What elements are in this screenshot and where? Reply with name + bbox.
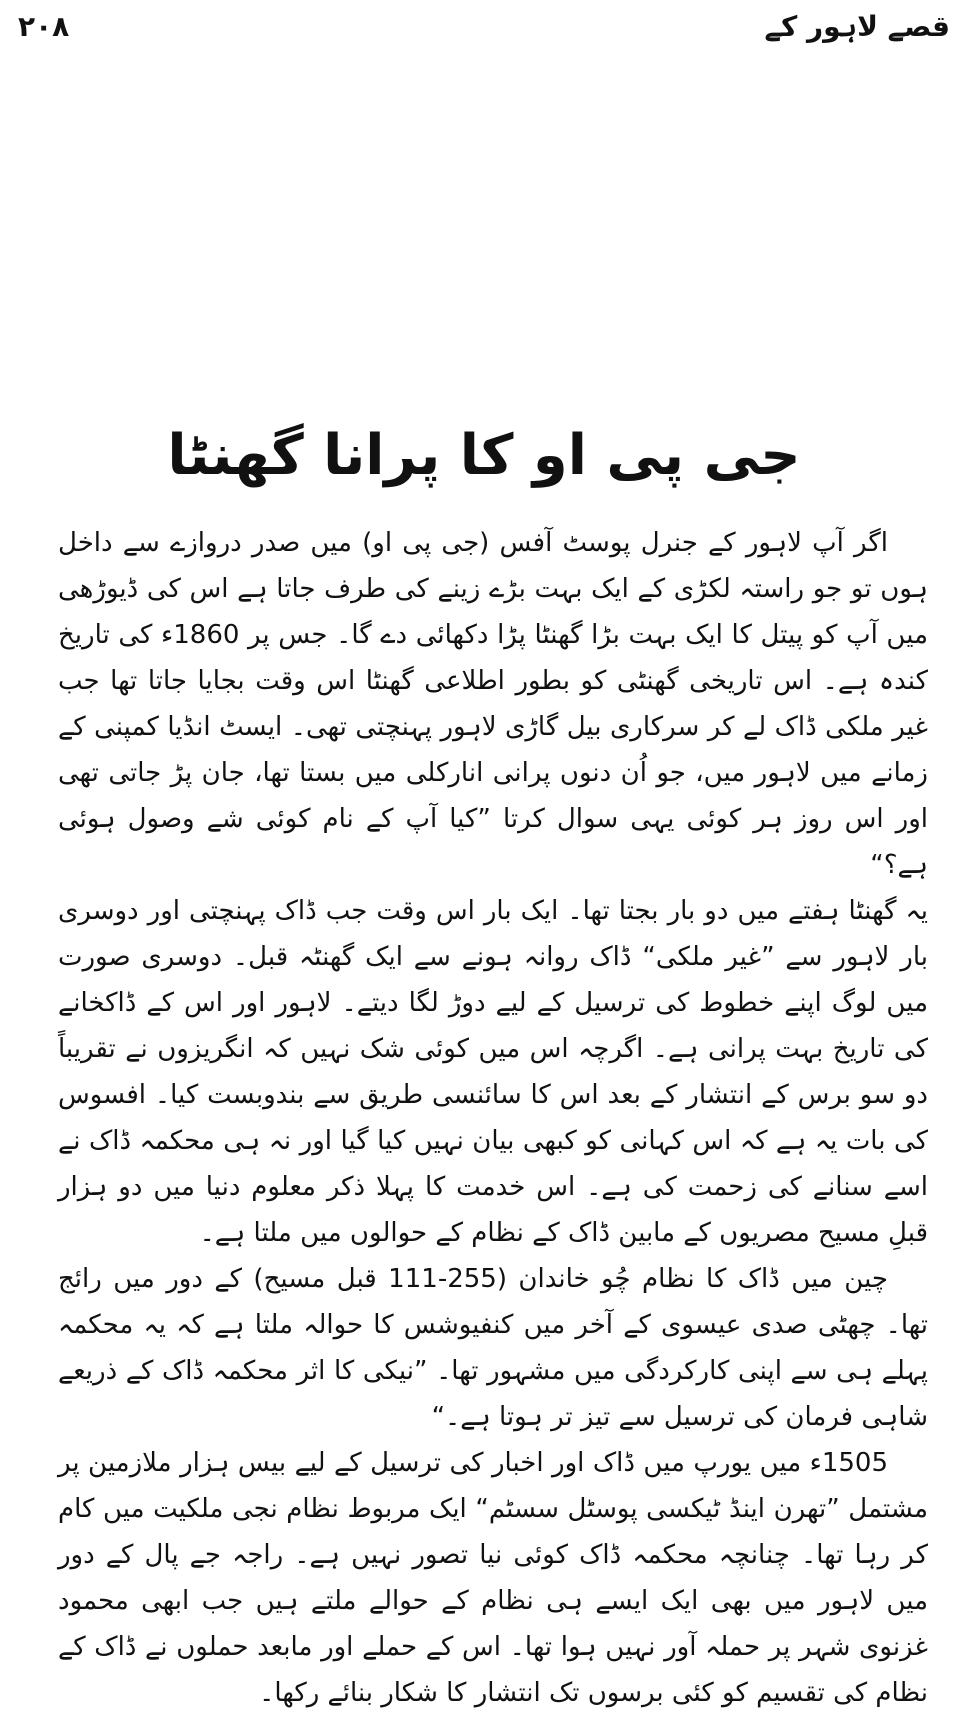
paragraph: یہ گھنٹا ہفتے میں دو بار بجتا تھا۔ ایک بار اس وقت جب ڈاک پہنچتی اور دوسری بار لاہور سے ”غیر ملکی“ ڈاک روانہ ہونے سے ایک گھنٹہ قبل۔ دوسری صورت میں لوگ اپنے خطوط کی ترسیل کے لیے دوڑ لگا دیتے۔ لاہور اور اس کے ڈاکخانے کی تاریخ بہت پرانی ہے۔ اگرچہ اس میں کوئی شک نہیں کہ انگریزوں نے تقریباً دو سو برس کے انتشار کے بعد اس کا سائنسی طریق سے بندوبست کیا۔ افسوس کی بات یہ ہے کہ اس کہانی کو کبھی بیان نہیں کیا گیا اور نہ ہی محکمہ ڈاک نے اسے سنانے کی زحمت کی ہے۔ اس خدمت کا پہلا ذکر معلوم دنیا میں دو ہزار قبلِ مسیح مصریوں کے مابین ڈاک کے نظام کے حوالوں میں ملتا ہے۔	[58, 896, 928, 1248]
chapter-title: جی پی او کا پرانا گھنٹا	[167, 422, 801, 488]
paragraph: 1505ء میں یورپ میں ڈاک اور اخبار کی ترسیل کے لیے بیس ہزار ملازمین پر مشتمل ”تھرن اینڈ ٹیکسی پوسٹل سسٹم“ ایک مربوط نظام نجی ملکیت میں کام کر رہا تھا۔ چنانچہ محکمہ ڈاک کوئی نیا تصور نہیں ہے۔ راجہ جے پال کے دور میں لاہور میں بھی ایک ایسے ہی نظام کے حوالے ملتے ہیں جب ابھی محمود غزنوی شہر پر حملہ آور نہیں ہوا تھا۔ اس کے حملے اور مابعد حملوں نے ڈاک کے نظام کی تقسیم کو کئی برسوں تک انتشار کا شکار بنائے رکھا۔	[58, 1448, 928, 1708]
page-number: ۲۰۸	[18, 10, 70, 43]
running-header: قصے لاہور کے	[764, 10, 950, 43]
body-text	[58, 520, 928, 1716]
paragraph: اگر آپ لاہور کے جنرل پوسٹ آفس (جی پی او) میں صدر دروازے سے داخل ہوں تو جو راستہ لکڑی کے ایک بہت بڑے زینے کی طرف جاتا ہے اس کی ڈیوڑھی میں آپ کو پیتل کا ایک بہت بڑا گھنٹا پڑا دکھائی دے گا۔ جس پر 1860ء کی تاریخ کندہ ہے۔ اس تاریخی گھنٹی کو بطور اطلاعی گھنٹا اس وقت بجایا جاتا تھا جب غیر ملکی ڈاک لے کر سرکاری بیل گاڑی لاہور پہنچتی تھی۔ ایسٹ انڈیا کمپنی کے زمانے میں لاہور میں، جو اُن دنوں پرانی انارکلی میں بستا تھا، جان پڑ جاتی تھی اور اس روز ہر کوئی یہی سوال کرتا ”کیا آپ کے نام کوئی شے وصول ہوئی ہے؟“	[58, 528, 928, 880]
paragraph: چین میں ڈاک کا نظام چُو خاندان (255-111 قبل مسیح) کے دور میں رائج تھا۔ چھٹی صدی عیسوی کے آخر میں کنفیوشس کا حوالہ ملتا ہے کہ یہ محکمہ پہلے ہی سے اپنی کارکردگی میں مشہور تھا۔ ”نیکی کا اثر محکمہ ڈاک کے ذریعے شاہی فرمان کی ترسیل سے تیز تر ہوتا ہے۔“	[58, 1264, 928, 1432]
